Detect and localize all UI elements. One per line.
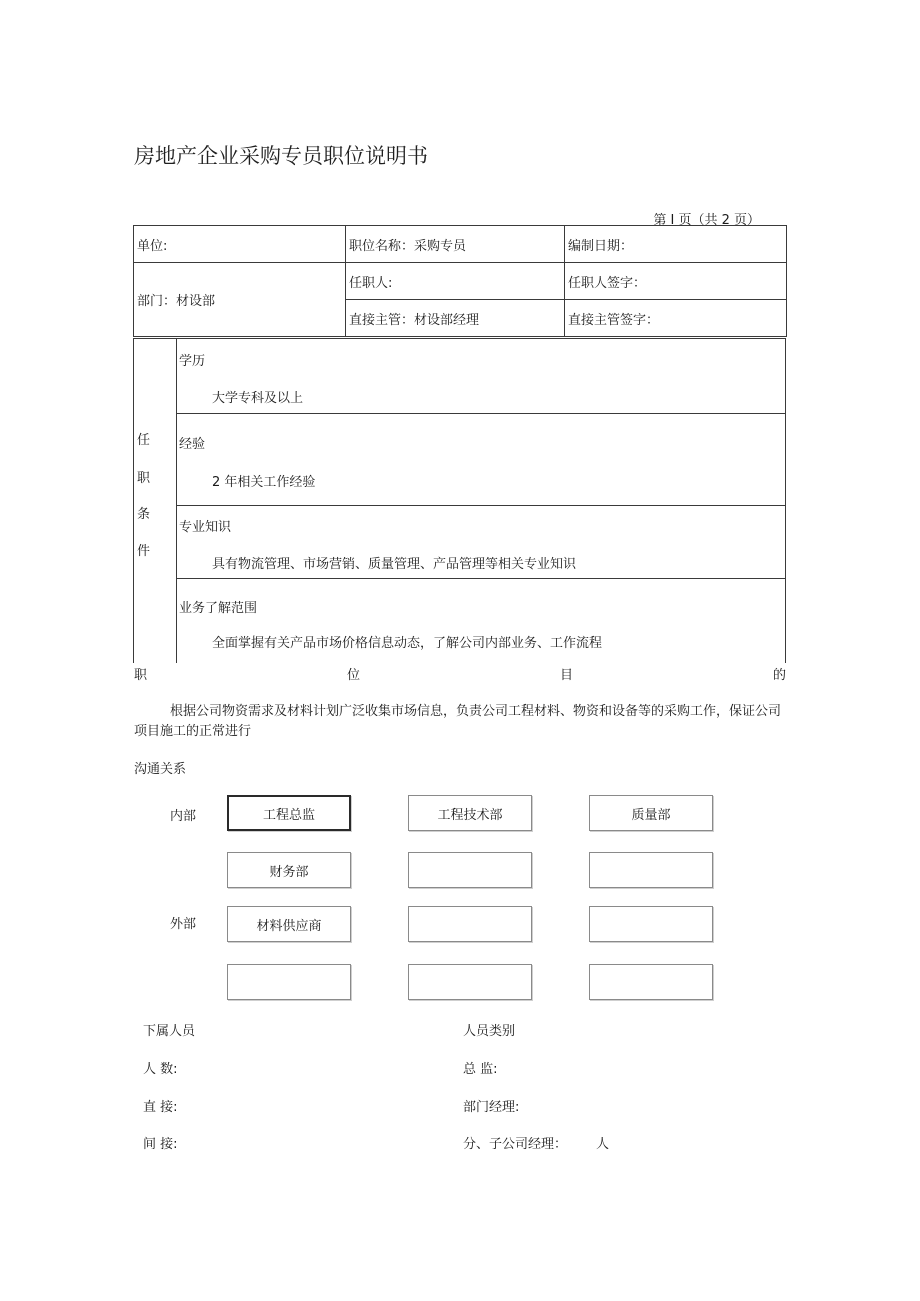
internal-box-empty <box>408 852 532 888</box>
purpose-heading-char: 目 <box>560 668 574 683</box>
external-box-empty <box>227 964 351 1000</box>
qualification-knowledge <box>177 506 785 579</box>
external-label: 外部 <box>170 917 197 932</box>
category-heading: 人员类别 <box>463 1024 516 1039</box>
side-char: 任 <box>137 433 151 448</box>
internal-box-engineering-tech: 工程技术部 <box>408 795 532 831</box>
internal-label: 内部 <box>170 809 197 824</box>
external-box-empty <box>408 964 532 1000</box>
info-table <box>133 225 787 337</box>
purpose-heading-char: 位 <box>347 668 361 683</box>
category-branch-manager: 分、子公司经理： <box>463 1137 568 1152</box>
section-heading: 专业知识 <box>179 520 232 535</box>
compile-date-cell: 编制日期： <box>565 226 787 263</box>
qualifications-side-label <box>134 339 177 663</box>
side-char: 条 <box>137 507 151 522</box>
communication-heading: 沟通关系 <box>134 762 187 777</box>
category-dept-manager: 部门经理: <box>463 1100 520 1115</box>
section-content: 大学专科及以上 <box>212 391 304 406</box>
external-box-empty <box>408 906 532 942</box>
section-content: 具有物流管理、市场营销、质量管理、产品管理等相关专业知识 <box>212 557 577 572</box>
purpose-heading-char: 的 <box>773 668 787 683</box>
section-heading: 学历 <box>179 354 206 369</box>
unit-char: 人 <box>596 1137 610 1152</box>
internal-box-quality: 质量部 <box>589 795 713 831</box>
section-content: 全面掌握有关产品市场价格信息动态，了解公司内部业务、工作流程 <box>212 636 603 651</box>
supervisor-cell: 直接主管：材设部经理 <box>346 300 565 337</box>
external-box-empty <box>589 906 713 942</box>
section-heading: 经验 <box>179 437 206 452</box>
section-content: 2 年相关工作经验 <box>212 475 316 490</box>
section-heading: 业务了解范围 <box>179 601 258 616</box>
department-cell: 部门：材设部 <box>134 263 346 337</box>
internal-box-finance: 财务部 <box>227 852 351 888</box>
side-char: 件 <box>137 544 151 559</box>
subordinates-heading: 下属人员 <box>143 1024 196 1039</box>
qualification-education <box>177 339 785 414</box>
supervisor-sign-cell: 直接主管签字： <box>565 300 787 337</box>
incumbent-sign-cell: 任职人签字： <box>565 263 787 300</box>
subordinates-indirect: 间 接: <box>143 1137 178 1152</box>
subordinates-direct: 直 接: <box>143 1100 178 1115</box>
internal-box-empty <box>589 852 713 888</box>
purpose-text: 根据公司物资需求及材料计划广泛收集市场信息，负责公司工程材料、物资和设备等的采购工作，保证公司项目施工的正常进行 <box>134 704 782 739</box>
unit-cell: 单位: <box>134 226 346 263</box>
subordinates-count: 人 数: <box>143 1062 178 1077</box>
qualification-business-scope <box>177 579 785 664</box>
external-box-empty <box>589 964 713 1000</box>
incumbent-cell: 任职人: <box>346 263 565 300</box>
qualification-experience <box>177 414 785 506</box>
internal-box-engineering-director: 工程总监 <box>227 795 351 831</box>
position-name-cell: 职位名称：采购专员 <box>346 226 565 263</box>
document-title: 房地产企业采购专员职位说明书 <box>134 144 428 168</box>
side-char: 职 <box>137 471 151 486</box>
purpose-heading-char: 职 <box>134 668 148 683</box>
external-box-supplier: 材料供应商 <box>227 906 351 942</box>
page-indicator: 第 I 页（共 2 页） <box>653 213 760 228</box>
qualifications-block <box>133 338 786 663</box>
category-director: 总 监: <box>463 1062 498 1077</box>
